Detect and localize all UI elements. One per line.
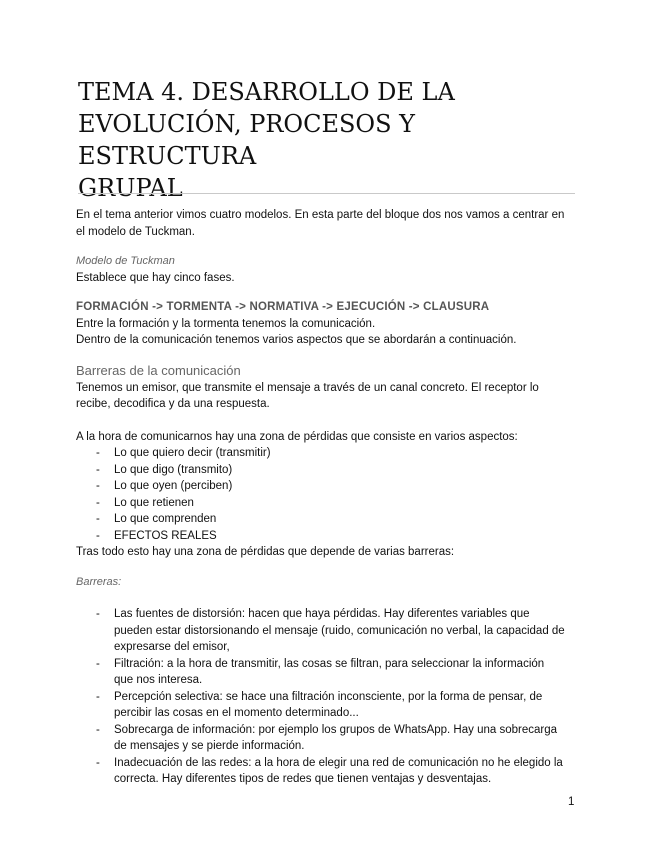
list-item-text: Inadecuación de las redes: a la hora de elegir una red de comunicación no he elegido la xyxy=(114,756,563,769)
list-item xyxy=(76,722,581,755)
list-item-text: Sobrecarga de información: por ejemplo los grupos de WhatsApp. Hay una sobrecarga xyxy=(114,723,557,736)
page-title xyxy=(78,76,598,204)
title-line: GRUPAL xyxy=(78,174,183,202)
list-item-text: correcta. Hay diferentes tipos de redes que tienen ventajas y desventajas. xyxy=(114,773,492,785)
barreras-text-line: recibe, decodifica y da una respuesta. xyxy=(76,398,270,410)
list-item xyxy=(76,656,581,689)
intro-paragraph xyxy=(76,207,581,240)
page-number: 1 xyxy=(568,796,575,808)
barreras-comunicacion-text xyxy=(76,380,581,413)
tuckman-phases: FORMACIÓN -> TORMENTA -> NORMATIVA -> EJECUCIÓN -> CLAUSURA xyxy=(76,301,490,313)
title-divider xyxy=(78,193,575,194)
list-item-text: de mensajes y se pierde información. xyxy=(114,740,305,752)
tuckman-after-line: Dentro de la comunicación tenemos varios aspectos que se abordarán a continuación. xyxy=(76,334,517,346)
list-item-text: Percepción selectiva: se hace una filtración inconsciente, por la forma de pensar, de xyxy=(114,690,543,703)
list-item-text: Lo que comprenden xyxy=(114,513,217,525)
list-item xyxy=(76,755,581,788)
list-item xyxy=(76,606,581,656)
dash-bullet: - xyxy=(96,657,100,670)
list-item-text: Las fuentes de distorsión: hacen que haya pérdidas. Hay diferentes variables que xyxy=(114,608,530,620)
losses-list xyxy=(76,445,581,544)
barreras-list xyxy=(76,606,581,788)
tuckman-text: Establece que hay cinco fases. xyxy=(76,271,235,284)
list-item-text: que nos interesa. xyxy=(114,674,203,686)
dash-bullet: - xyxy=(96,496,100,509)
list-item xyxy=(76,445,581,462)
losses-intro: A la hora de comunicarnos hay una zona de pérdidas que consiste en varios aspectos: xyxy=(76,430,518,443)
list-item-text: pueden estar distorsionando el mensaje (ruido, comunicación no verbal, la capacidad de xyxy=(114,624,565,637)
intro-line: el modelo de Tuckman. xyxy=(76,225,195,238)
list-item-text: Lo que digo (transmito) xyxy=(114,463,233,476)
dash-bullet: - xyxy=(96,480,100,492)
losses-outro: Tras todo esto hay una zona de pérdidas que depende de varias barreras: xyxy=(76,546,455,558)
dash-bullet: - xyxy=(96,447,100,459)
tuckman-after-paragraph xyxy=(76,316,581,349)
list-item-text: EFECTOS REALES xyxy=(114,529,217,542)
tuckman-after-line: Entre la formación y la tormenta tenemos la comunicación. xyxy=(76,317,376,330)
dash-bullet: - xyxy=(96,513,100,525)
tuckman-heading: Modelo de Tuckman xyxy=(76,255,175,267)
dash-bullet: - xyxy=(96,529,100,542)
list-item-text: Lo que oyen (perciben) xyxy=(114,480,233,492)
list-item xyxy=(76,495,581,512)
list-item xyxy=(76,528,581,545)
title-line: EVOLUCIÓN, PROCESOS Y ESTRUCTURA xyxy=(78,110,416,170)
barreras-heading: Barreras: xyxy=(76,575,122,588)
list-item-text: Lo que quiero decir (transmitir) xyxy=(114,447,271,459)
dash-bullet: - xyxy=(96,723,100,736)
list-item-text: Lo que retienen xyxy=(114,496,194,509)
barreras-text-line: Tenemos un emisor, que transmite el mensaje a través de un canal concreto. El receptor lo xyxy=(76,381,539,394)
list-item xyxy=(76,511,581,528)
intro-line: En el tema anterior vimos cuatro modelos. En esta parte del bloque dos nos vamos a centrar en xyxy=(76,209,565,221)
dash-bullet: - xyxy=(96,608,100,620)
list-item-text: percibir las cosas en el momento determinado... xyxy=(114,707,359,719)
list-item xyxy=(76,462,581,479)
list-item xyxy=(76,689,581,722)
title-line: TEMA 4. DESARROLLO DE LA xyxy=(78,78,455,106)
dash-bullet: - xyxy=(96,756,100,769)
list-item-text: Filtración: a la hora de transmitir, las cosas se filtran, para seleccionar la información xyxy=(114,657,545,670)
dash-bullet: - xyxy=(96,463,100,476)
document-body xyxy=(76,207,581,788)
list-item-text: expresarse del emisor, xyxy=(114,641,230,653)
barreras-comunicacion-heading: Barreras de la comunicación xyxy=(76,362,241,378)
dash-bullet: - xyxy=(96,690,100,703)
list-item xyxy=(76,478,581,495)
